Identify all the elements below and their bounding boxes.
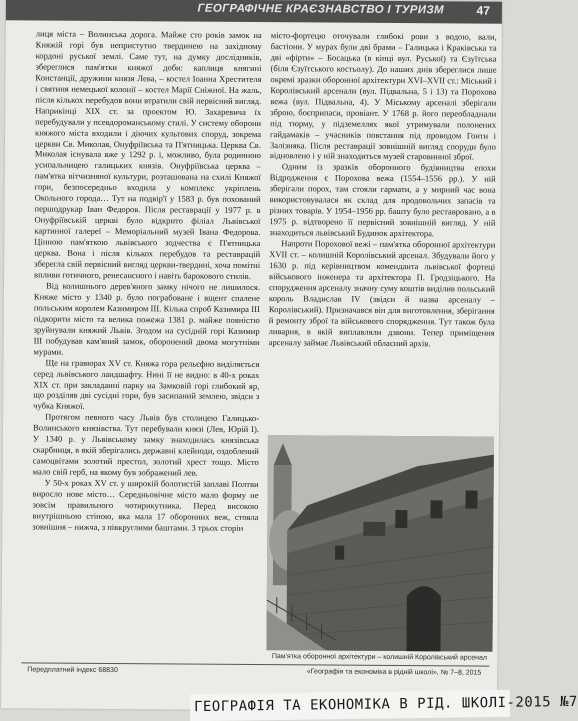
right-paragraph-2: Одним із зразків оборонного будівництва епохи Відродження є Порохова вежа (1554–1556 рр.). У ній зберігали порох, там стояли гармати, а у мирний час вона використовувалася як склад для продовольчих запасів та різних товарів. У 1954–1956 рр. башту було реставровано, а в 1975 р. відтворено її первісний зовнішній вигляд. У ній знаходиться львівський Будинок архітектора.	[269, 162, 496, 240]
journal-citation: «Географія та економіка в рідній школі», № 7–8, 2015	[307, 668, 481, 676]
right-text-column	[269, 30, 497, 349]
page-number: 47	[477, 4, 490, 18]
section-header-bar	[6, 0, 502, 24]
left-paragraph-1: лиця міста – Волинська дорога. Майже сто років замок на Княжій горі був непристутно твердинею на західному кордоні руської землі. Саме тут, на думку дослідників, збереглися пам'ятки княжої доби: каплиця княгині Констанції, дружини князя Лева, – костел Іоанна Хрестителя і святиня немецької колонії – костел Марії Сніжної. На жаль, після кількох перебудов вони втратили свій первісний вигляд. Наприкінці XIX ст. за проектом Ю. Захаревича їх перебудували у псевдороманському стилі. У систему оборони княжого міста входили і діючих культових споруд, зокрема церкви Св. Миколая, Онуфріївська та П'ятницька. Церква Св. Миколая існувала вже у 1292 р. і, можливо, була родинною усипальницею галицьких князів. Онуфріївська церква – пам'ятка вітчизняної культури, розташована на схилі Княжої гори, безпосередньо входила у комплекс укріплень Окольного города… Тут на подвір'ї у 1583 р. був похований першодрукар Іван Федоров. Після реставрації у 1977 р. в Онуфріївській церкві було відкрито філіал Львівської картинної галереї – Меморіальний музей Івана Федорова. Цінною пам'яткою львівського зодчества є П'ятницька церква. Вона і після кількох перебудов та реставрацій зберегла свій первісний вигляд церкви-твердині, хоча помітні впливи готичного, ренесансного і навіть барокового стилів.	[34, 28, 262, 281]
left-text-column	[32, 28, 262, 533]
left-paragraph-3: Ще на гравюрах XV ст. Княжа гора рельєфно виділяється серед львівського ландшафту. Нині її не видно: в 40-х роках XIX ст. при закладанні парку на Замковій горі глибокий яр, що розділяв дві сусідні гори, був засипаний землею, звідси з чубка Княжої.	[33, 357, 259, 413]
magazine-page	[1, 0, 502, 712]
right-paragraph-1: місто-фортецю оточували глибокі рови з водою, вали, бастіони. У мурах були дві брами – Галицька і Краківська та дві «фірти» – Босацька (в кінці вул. Руської) та Єзуїтська (біля Єзуїтського костьолу). До наших днів збереглися лише окремі зразки оборонної архітектури XVI–XVII ст.: Міський і Королівський арсенали (вул. Підвальна, 5 і 13) та Порохова вежа (вул. Підвальна, 4). У Міському арсеналі зберігали зброю, боєприпаси, провіант. У 1768 р. його переобладнали під тюрму, у підземеллях якої утримували полонених гайдамаків – учасників повстання під проводом Гонти і Залізняка. Після реставрації зовнішній вигляд споруди було відновлено і у ній знаходиться музей старовинної зброї.	[270, 30, 497, 163]
left-paragraph-2: Від колишнього дерев'яного замку нічого не лишилося. Княже місто у 1340 р. було пограбоване і вщент спалене польським королем Казимиром III. Кілька спроб Казимира III підкорити місто та велика пожежа 1381 р. майже повністю зруйнували княжий Львів. Згодом на сусідній горі Казимир III побудував кам'яний замок, оборонений двома могутніми мурами.	[34, 280, 261, 358]
arsenal-photo-illustration	[266, 435, 493, 652]
photo-caption: Пам'ятка оборонної архітектури – колишній Королівський арсенал	[261, 653, 497, 662]
handwritten-note: ГЕОГРАФІЯ ТА ЕКОНОМІКА В РІД. ШКОЛІ-2015 №7	[190, 690, 510, 721]
section-title: ГЕОГРАФІЧНЕ КРАЄЗНАВСТВО І ТУРИЗМ	[197, 3, 443, 17]
left-paragraph-5: У 50-х роках XV ст. у широкій болотистій заплаві Полтви виросло нове місто… Середньовічне місто мало форму не зовсім правильного чотирикутника. Перед високою внутрішньою стіною, яка мала 17 оборонних веж, стояла зовнішня – нижча, з півкруглими баштами. З трьох сторін	[32, 478, 258, 534]
royal-arsenal-photo	[266, 435, 493, 652]
subscription-index: Передплатний індекс 68830	[27, 666, 118, 674]
right-paragraph-3: Напроти Порохової вежі – пам'ятка оборонної архітектури XVII ст. – колишній Королівський арсенал. Збудували його у 1630 р. під керівництвом коменданта львівської фортеці військового інженера та архітектора П. Гродзіцького. На спорудження арсеналу значну суму коштів виділив польський король Владислав IV (звідси й назва арсеналу – Королівський). Призначався він для виготовлення, зберігання й ремонту зброї та військового спорядження. Тут також була ливарня, в якій виплавляли дзвони. Тепер приміщення арсеналу займає Львівський обласний архів.	[269, 238, 496, 349]
left-paragraph-4: Протягом певного часу Львів був столицею Галицько-Волинського князівства. Тут перебували князі (Лев, Юрій І). У 1340 р. у Львівському замку знаходилась князівська скарбниця, в якій зберігались державні клейноди, оздоблений самоцвітами золотий престол, золотий хрест тощо. Місто мало свій герб, на якому був зображений лев.	[33, 412, 259, 479]
